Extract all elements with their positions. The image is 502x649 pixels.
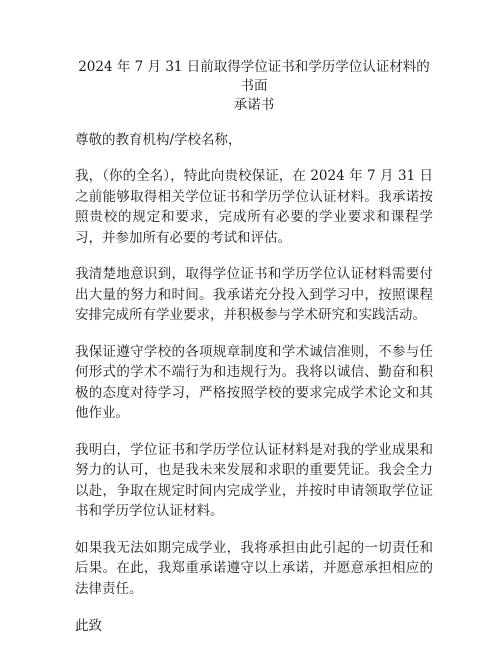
title-line-2: 承诺书 <box>233 97 275 113</box>
document-title <box>75 58 433 115</box>
title-line-1: 2024 年 7 月 31 日前取得学位证书和学历学位认证材料的书面 <box>78 59 430 94</box>
paragraph-1: 我，（你的全名），特此向贵校保证，在 2024 年 7 月 31 日之前能够取得相关学位证书和学历学位认证材料。我承诺按照贵校的规定和要求，完成所有必要的学业要求和课程学习，并参加所有必要的考试和评估。 <box>75 168 433 246</box>
paragraph-2: 我清楚地意识到，取得学位证书和学历学位认证材料需要付出大量的努力和时间。我承诺充分投入到学习中，按照课程安排完成所有学业要求，并积极参与学术研究和实践活动。 <box>75 266 433 323</box>
closing-phrase: 此致 <box>75 618 102 634</box>
document-body <box>75 58 433 636</box>
salutation: 尊敬的教育机构/学校名称， <box>75 132 242 148</box>
paragraph-5: 如果我无法如期完成学业，我将承担由此引起的一切责任和后果。在此，我郑重承诺遵守以上承诺，并愿意承担相应的法律责任。 <box>75 539 433 597</box>
paragraph-3: 我保证遵守学校的各项规章制度和学术诚信准则，不参与任何形式的学术不端行为和违规行为。我将以诚信、勤奋和积极的态度对待学习，严格按照学校的要求完成学术论文和其他作业。 <box>75 343 433 421</box>
paragraph-4: 我明白，学位证书和学历学位认证材料是对我的学业成果和努力的认可，也是我未来发展和求职的重要凭证。我会全力以赴，争取在规定时间内完成学业，并按时申请领取学位证书和学历学位认证材料。 <box>75 441 433 519</box>
